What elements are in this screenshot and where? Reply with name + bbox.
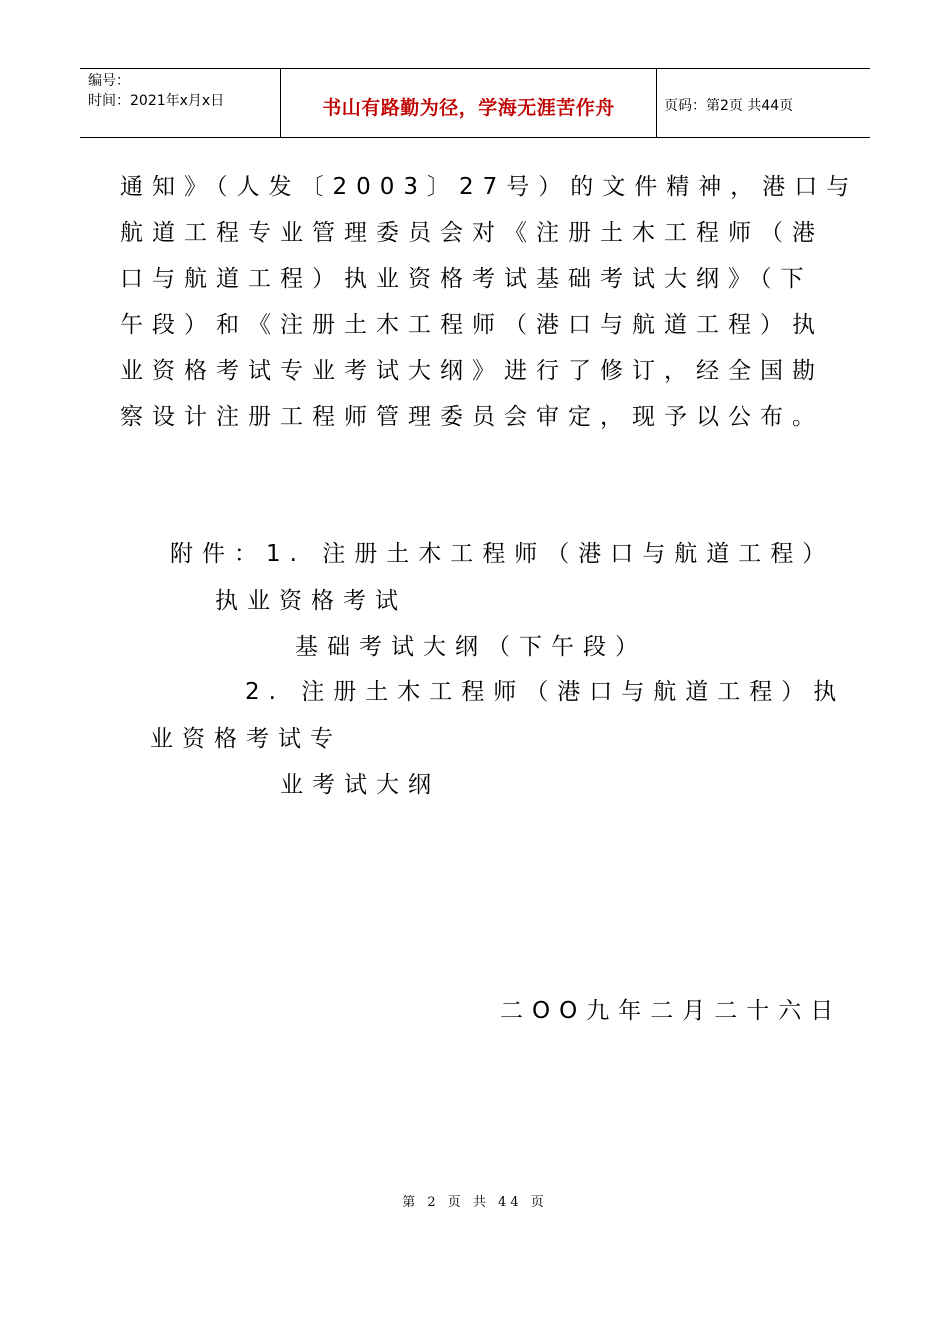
attachment-2-line-3: 业考试大纲 xyxy=(280,772,440,798)
page-footer: 第 2 页 共 44 页 xyxy=(402,1195,548,1210)
attachment-1-line-2: 执业资格考试 xyxy=(215,588,407,614)
header-motto-cell xyxy=(280,69,657,137)
motto-text: 书山有路勤为径，学海无涯苦作舟 xyxy=(322,97,615,119)
attachment-2-line-2: 业资格考试专 xyxy=(150,726,342,752)
header-right-cell xyxy=(656,69,870,137)
paragraph-line-1: 通知》（人发〔2003〕27号）的文件精神，港口与 xyxy=(120,174,859,200)
header-left-cell xyxy=(80,69,280,137)
time-label: 时间：2021年x月x日 xyxy=(88,93,225,109)
document-date: 二OO九年二月二十六日 xyxy=(500,998,843,1024)
page-info: 页码：第2页 共44页 xyxy=(664,98,794,114)
paragraph-line-6: 察设计注册工程师管理委员会审定，现予以公布。 xyxy=(120,404,824,430)
page-header xyxy=(80,68,870,138)
attachment-1-line-1: 附件：1. 注册土木工程师（港口与航道工程） xyxy=(170,541,835,567)
paragraph-line-5: 业资格考试专业考试大纲》进行了修订，经全国勘 xyxy=(120,358,824,384)
paragraph-line-3: 口与航道工程）执业资格考试基础考试大纲》（下 xyxy=(120,266,813,292)
code-label: 编号： xyxy=(88,73,130,89)
paragraph-line-2: 航道工程专业管理委员会对《注册土木工程师（港 xyxy=(120,220,824,246)
attachment-1-line-3: 基础考试大纲（下午段） xyxy=(295,634,647,660)
paragraph-line-4: 午段）和《注册土木工程师（港口与航道工程）执 xyxy=(120,312,824,338)
attachment-2-line-1: 2. 注册土木工程师（港口与航道工程）执 xyxy=(245,679,846,705)
